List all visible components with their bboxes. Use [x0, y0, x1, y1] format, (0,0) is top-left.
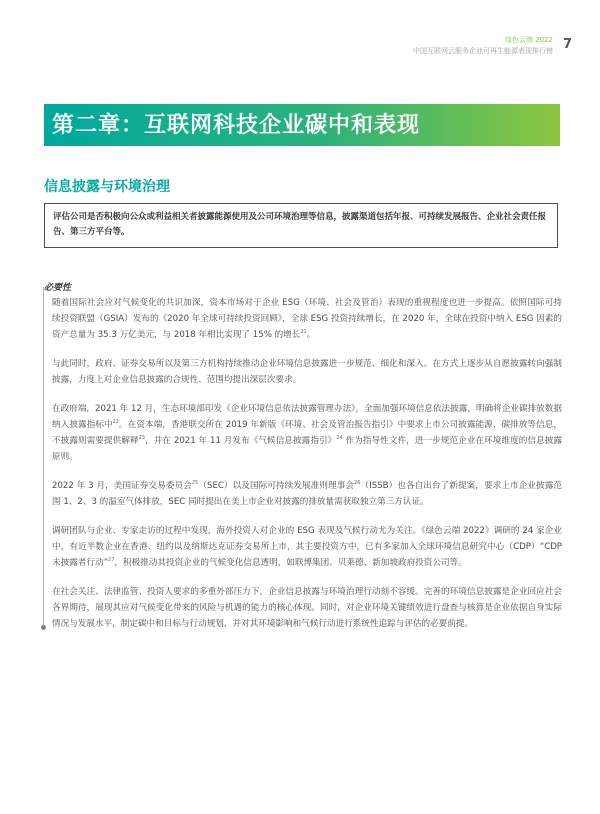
body-paragraph: [52, 523, 562, 571]
body-content: [52, 295, 562, 645]
page-header: [413, 36, 572, 56]
paragraph-text: 与此同时，政府、证券交易所以及第三方机构持续推动企业环境信息披露进一步规范、细化和深入。在方式上逐步从自愿披露转向强制披露，力度上对企业信息披露的合规性、范围均提出深层次要求。: [52, 359, 562, 385]
footnote-ref[interactable]: 27: [108, 557, 115, 564]
header-text: [413, 36, 553, 56]
paragraph-text: 随着国际社会应对气候变化的共识加深，资本市场对于企业 ESG（环境、社会及管治）表现的重视程度也进一步提高。依照国际可持续投资联盟（GSIA）发布的《2020 年全球可持续投资回顾》，全球 ESG 投资持续增长，在 2020 年，全球在投资中纳入 ESG 因素的资产总量为 35.3 万亿美元，与 2018 年相比实现了 15% 的增长: [52, 298, 562, 340]
summary-box: [44, 203, 558, 248]
page-number: 7: [562, 37, 572, 52]
report-subtitle: 中国互联网云服务企业可再生能源表现排行榜: [412, 47, 553, 55]
body-paragraph: [52, 401, 562, 465]
footnote-ref[interactable]: 21: [300, 329, 307, 336]
summary-text: 评估公司是否积极向公众或利益相关者披露能源使用及公司环境治理等信息，披露渠道包括年报、可持续发展报告、企业社会责任报告、第三方平台等。: [53, 212, 547, 237]
body-paragraph: [52, 584, 562, 632]
body-paragraph: [52, 478, 562, 510]
paragraph-text: 在社会关注、法律监管、投资人要求的多重外部压力下，企业信息披露与环境治理行动刻不容缓。完善的环境信息披露是企业回应社会各界期待，展现其应对气候变化带来的风险与机遇的能力的核心体现。同时，对企业环境关键绩效进行盘查与核算是企业依据自身实际情况与发展水平，制定碳中和目标与行动规划，并对其环境影响和气候行动进行系统性追踪与评估的必要前提。: [52, 587, 562, 629]
paragraph-text: （SEC）以及国际可持续发展准则理事会: [198, 481, 355, 491]
footnote-ref[interactable]: 26: [354, 480, 361, 487]
paragraph-text: （ISSB）也各自出台了新提案，要求上市企业披露范围 1、2、3 的温室气体排放，SEC 同时提出在美上市企业对披露的排放量需获取独立第三方认证。: [52, 481, 562, 507]
paragraph-text: 作为指导性文件，进一步规范企业在环境维度的信息披露原则。: [52, 436, 563, 462]
footnote-ref[interactable]: 23: [138, 435, 145, 442]
report-name: 绿色云端 2022: [504, 36, 553, 44]
footnote-ref[interactable]: 22: [112, 419, 119, 426]
footnote-ref[interactable]: 25: [191, 480, 199, 487]
paragraph-text: 2022 年 3 月，美国证券交易委员会: [52, 481, 192, 491]
paragraph-text: ，并在 2021 年 11 月发布《气候信息披露指引》: [145, 436, 337, 446]
body-paragraph: [52, 295, 562, 343]
paragraph-text: ，积极推动其投资企业的气候变化信息透明，如联博集团、贝莱德、新加坡政府投资公司等。: [114, 558, 467, 568]
section-title: 信息披露与环境治理: [44, 179, 170, 195]
paragraph-text: 。在资本端，香港联交所在 2019 年新版《环境、社会及管治报告指引》中要求上市公司披露能源、碳排放等信息，不披露则需要提供解释: [52, 420, 562, 446]
paragraph-text: 调研团队与企业、专家走访的过程中发现，海外投资人对企业的 ESG 表现及气候行动尤为关注。《绿色云端 2022》调研的 24 家企业中，有近半数企业在香港、纽约以及纳斯达克证券交易所上市，其主要投资方中，已有多家加入全球环境信息研究中心（CDP）“CDP 未披露者行动”: [52, 526, 562, 568]
necessity-label: 必要性: [44, 283, 72, 293]
margin-rule-dot: [41, 625, 46, 630]
margin-rule: [43, 287, 44, 628]
paragraph-text: 。: [306, 330, 316, 340]
paragraph-text: 在政府端，2021 年 12 月，生态环境部印发《企业环境信息依法披露管理办法》，全面加强环境信息依法披露，明确将企业碳排放数据纳入披露指标中: [52, 404, 562, 430]
body-paragraph: [52, 356, 562, 388]
footnote-ref[interactable]: 24: [336, 435, 343, 442]
chapter-title: 第二章：互联网科技企业碳中和表现: [52, 113, 421, 138]
